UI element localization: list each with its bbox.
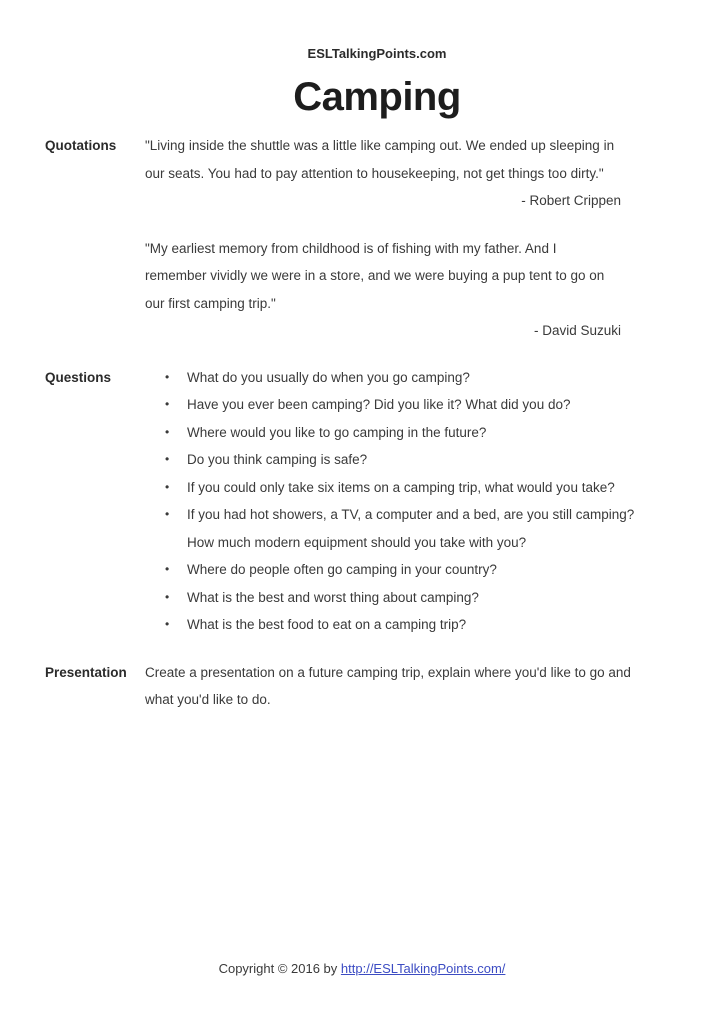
bullet-icon: •: [165, 589, 170, 604]
question-text: What is the best and worst thing about camping?: [187, 589, 479, 605]
list-item: [165, 611, 637, 639]
questions-section: [0, 364, 724, 639]
site-link[interactable]: http://ESLTalkingPoints.com/: [340, 961, 506, 976]
list-item: [165, 446, 637, 474]
list-item: [165, 419, 637, 447]
list-item: [165, 474, 637, 502]
question-text: What is the best food to eat on a camping trip?: [187, 617, 467, 632]
list-item: [165, 364, 637, 392]
quotations-label: Quotations: [45, 138, 117, 153]
question-text: Have you ever been camping? Did you like it? What did you do?: [187, 397, 571, 412]
bullet-icon: •: [165, 562, 170, 576]
presentation-content: [145, 659, 710, 714]
quote-block: [145, 235, 621, 345]
bullet-icon: •: [165, 369, 170, 384]
question-text: Where would you like to go camping in the future?: [187, 424, 487, 440]
presentation-section: [0, 659, 724, 714]
quote-block: [145, 132, 621, 215]
presentation-text: Create a presentation on a future camping trip, explain where you'd like to go and what you'd like to do.: [145, 664, 631, 707]
bullet-icon: •: [165, 452, 170, 466]
quote-attribution: - Robert Crippen: [521, 193, 621, 208]
question-text: Where do people often go camping in your country?: [187, 562, 497, 577]
question-text: Do you think camping is safe?: [187, 452, 368, 467]
quote-text: "Living inside the shuttle was a little like camping out. We ended up sleeping in our seats. You had to pay attention to housekeeping, not get things too dirty.": [145, 138, 615, 181]
questions-label: Questions: [45, 369, 112, 385]
questions-list: [145, 364, 637, 639]
bullet-icon: •: [165, 507, 170, 521]
presentation-label: Presentation: [45, 664, 127, 680]
question-text: If you had hot showers, a TV, a computer and a bed, are you still camping? How much modern equipment should you take with you?: [187, 507, 635, 550]
quote-attribution: - David Suzuki: [533, 323, 621, 338]
list-item: [165, 584, 637, 612]
quotations-content: [145, 132, 710, 345]
page-footer: [0, 960, 724, 978]
question-text: If you could only take six items on a camping trip, what would you take?: [187, 479, 615, 495]
bullet-icon: •: [165, 479, 170, 494]
copyright-text: Copyright © 2016 by: [218, 961, 341, 976]
bullet-icon: •: [165, 397, 170, 411]
site-name: ESLTalkingPoints.com: [307, 46, 447, 61]
list-item: [165, 391, 637, 419]
quote-text: "My earliest memory from childhood is of fishing with my father. And I remember vividly we were in a store, and we were buying a pup tent to go on our first camping trip.": [145, 240, 605, 311]
page-title: Camping: [293, 75, 461, 119]
list-item: [165, 556, 637, 584]
quotations-section: [0, 132, 724, 345]
bullet-icon: •: [165, 424, 170, 439]
bullet-icon: •: [165, 617, 170, 631]
list-item: [165, 501, 637, 556]
question-text: What do you usually do when you go camping?: [187, 369, 470, 385]
